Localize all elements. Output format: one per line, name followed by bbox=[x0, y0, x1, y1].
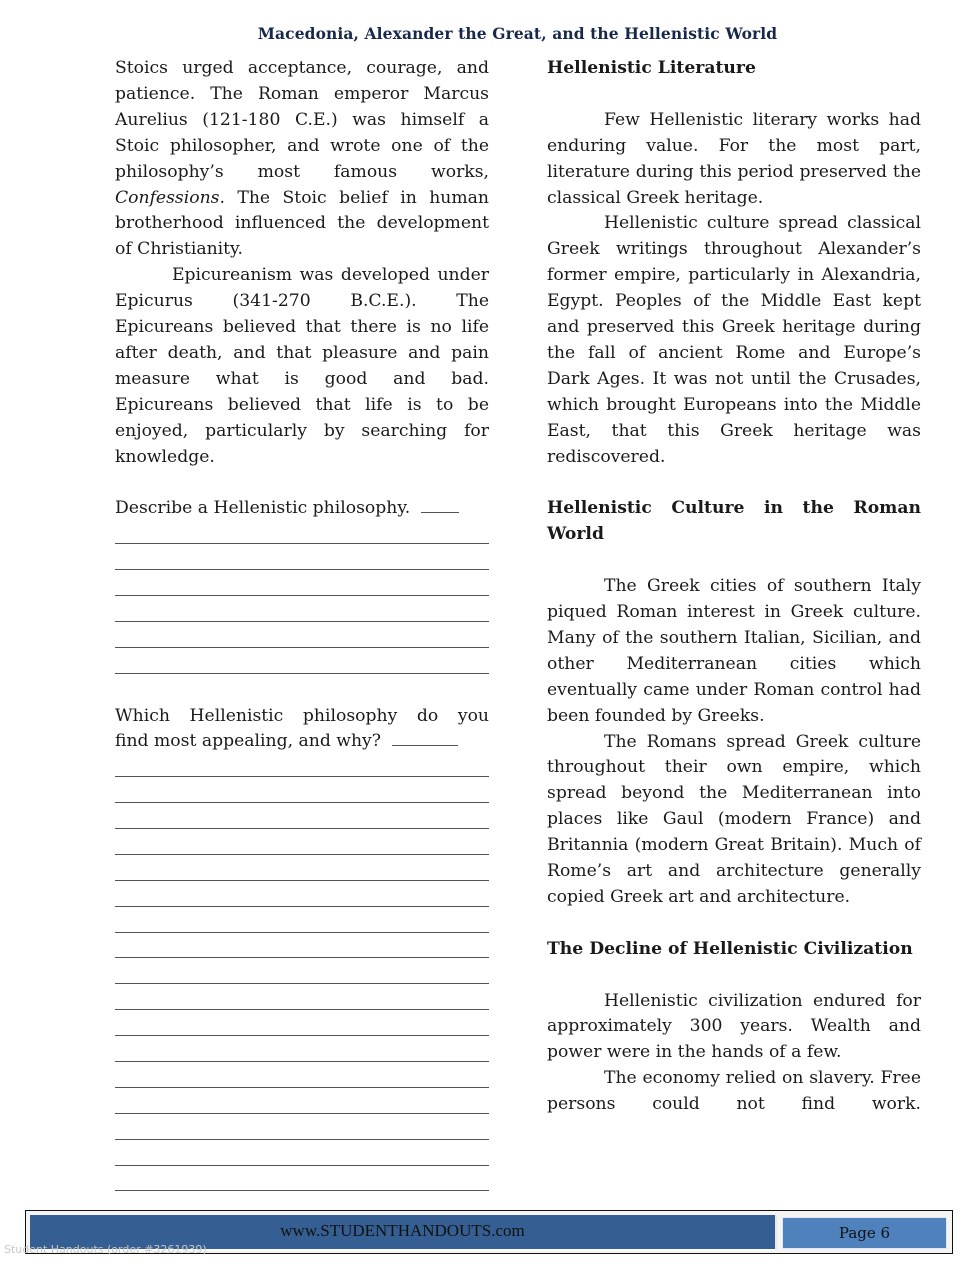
answer-line[interactable] bbox=[115, 1040, 489, 1066]
question-2-inline-answer-blank[interactable] bbox=[392, 731, 458, 746]
spacer bbox=[547, 470, 921, 496]
answer-line[interactable] bbox=[115, 652, 489, 678]
question-1 bbox=[115, 496, 489, 522]
literature-paragraph-1: Few Hellenistic literary works had enduring value. For the most part, literature during this period preserved the classical Greek heritage. bbox=[547, 109, 921, 208]
answer-line[interactable] bbox=[115, 1144, 489, 1170]
question-2-prompt-line-1: Which Hellenistic philosophy do you bbox=[115, 705, 489, 726]
question-1-prompt: Describe a Hellenistic philosophy. bbox=[115, 498, 411, 519]
left-column bbox=[115, 56, 489, 1195]
page-header-title: Macedonia, Alexander the Great, and the Hellenistic World bbox=[257, 24, 778, 43]
decline-paragraph-1: Hellenistic civilization endured for approximately 300 years. Wealth and power were in the hands of a few. bbox=[547, 990, 921, 1063]
answer-line[interactable] bbox=[115, 600, 489, 626]
section-heading-roman-world: Hellenistic Culture in the Roman World bbox=[547, 498, 921, 545]
answer-line[interactable] bbox=[115, 1118, 489, 1144]
stoicism-text: Stoics urged acceptance, courage, and patience. The Roman emperor Marcus Aurelius (121-180 C.E.) was himself a Stoic philosopher, and wrote one of the philosophy’s most famous works, bbox=[115, 58, 489, 182]
question-2 bbox=[115, 729, 489, 755]
answer-line[interactable] bbox=[115, 781, 489, 807]
footer-website-link[interactable]: www.STUDENTHANDOUTS.com bbox=[30, 1215, 777, 1251]
answer-line[interactable] bbox=[115, 962, 489, 988]
answer-line[interactable] bbox=[115, 1170, 489, 1196]
answer-line[interactable] bbox=[115, 1066, 489, 1092]
question-1-answer-lines bbox=[115, 522, 489, 677]
section-heading-decline: The Decline of Hellenistic Civilization bbox=[547, 938, 913, 959]
answer-line[interactable] bbox=[115, 833, 489, 859]
stoicism-text-end: . The Stoic belief in human brotherhood influenced the development of Christianity. bbox=[115, 187, 489, 260]
roman-world-paragraph-1: The Greek cities of southern Italy piqued Roman interest in Greek culture. Many of the southern Italian, Sicilian, and other Mediterranean cities which eventually came under Roman control had been founded by Greeks. bbox=[547, 576, 921, 726]
right-column bbox=[547, 56, 921, 1118]
spacer bbox=[115, 471, 489, 497]
answer-line[interactable] bbox=[115, 859, 489, 885]
spacer bbox=[547, 911, 921, 937]
literature-paragraph-2: Hellenistic culture spread classical Greek writings throughout Alexander’s former empire, particularly in Alexandria, Egypt. Peoples of the Middle East kept and preserved this Greek heritage during the fall of ancient Rome and Europe’s Dark Ages. It was not until the Crusades, which brought Europeans into the Middle East, that this Greek heritage was rediscovered. bbox=[547, 213, 921, 467]
spacer bbox=[547, 82, 921, 108]
stoicism-paragraph bbox=[115, 56, 489, 263]
answer-line[interactable] bbox=[115, 626, 489, 652]
order-watermark: Student Handouts (order #3261939) bbox=[4, 1243, 207, 1256]
section-heading-literature: Hellenistic Literature bbox=[547, 58, 756, 78]
answer-line[interactable] bbox=[115, 522, 489, 548]
decline-paragraph-2: The economy relied on slavery. Free persons could not find work. bbox=[547, 1068, 921, 1115]
answer-line[interactable] bbox=[115, 1014, 489, 1040]
spacer bbox=[547, 548, 921, 574]
spacer bbox=[547, 963, 921, 989]
question-2-answer-lines bbox=[115, 755, 489, 1195]
answer-line[interactable] bbox=[115, 807, 489, 833]
roman-world-paragraph-2: The Romans spread Greek culture throughout their own empire, which spread beyond the Mediterranean into places like Gaul (modern France) and Britannia (modern Great Britain). Much of Rome’s art and architecture generally copied Greek art and architecture. bbox=[547, 731, 921, 907]
answer-line[interactable] bbox=[115, 755, 489, 781]
answer-line[interactable] bbox=[115, 988, 489, 1014]
question-2-prompt-line-2: find most appealing, and why? bbox=[115, 731, 381, 752]
spacer bbox=[115, 678, 489, 704]
answer-line[interactable] bbox=[115, 548, 489, 574]
answer-line[interactable] bbox=[115, 1092, 489, 1118]
answer-line[interactable] bbox=[115, 574, 489, 600]
answer-line[interactable] bbox=[115, 937, 489, 963]
epicureanism-paragraph: Epicureanism was developed under Epicurus (341-270 B.C.E.). The Epicureans believed that there is no life after death, and that pleasure and pain measure what is good and bad. Epicureans believed that life is to be enjoyed, particularly by searching for knowledge. bbox=[115, 265, 489, 467]
footer-page-number: Page 6 bbox=[782, 1217, 947, 1249]
answer-line[interactable] bbox=[115, 885, 489, 911]
book-title-italic: Confessions bbox=[115, 187, 220, 208]
question-1-inline-answer-blank[interactable] bbox=[421, 498, 459, 513]
answer-line[interactable] bbox=[115, 911, 489, 937]
